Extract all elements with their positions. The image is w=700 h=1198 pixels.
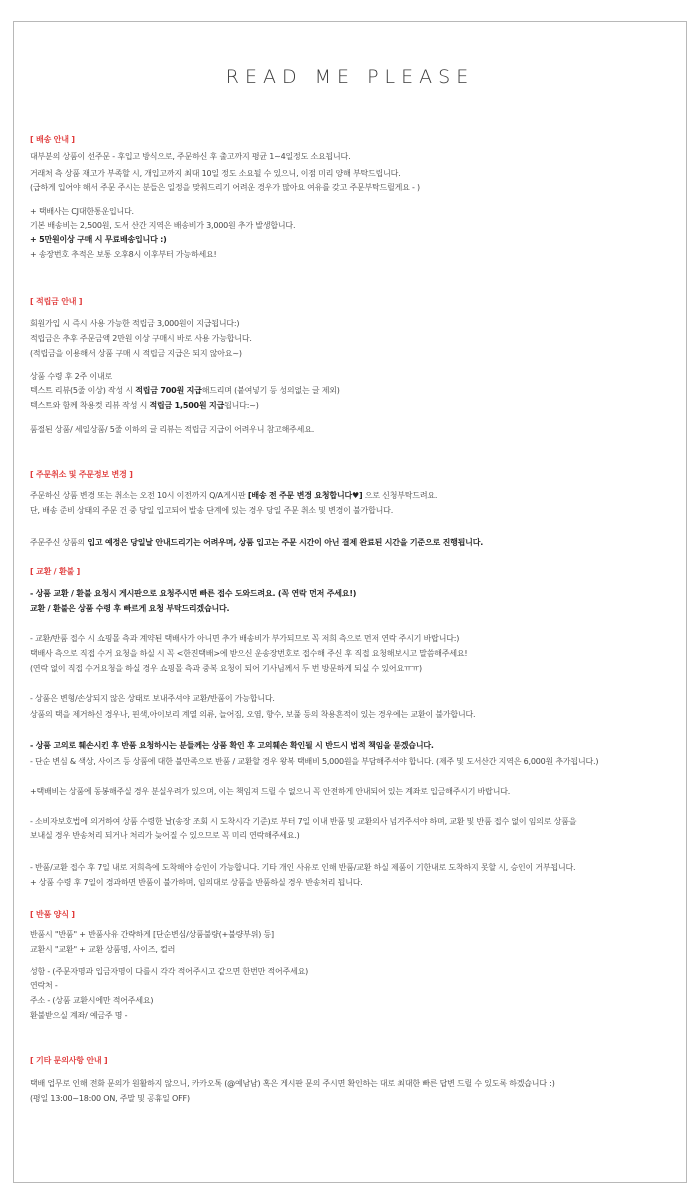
return-format-line: 반품시 "반품" + 반품사유 간략하게 [단순변심/상품불량(+불량부위) 등] bbox=[30, 930, 274, 939]
points-line: 적립금은 추후 주문금액 2만원 이상 구매시 바로 사용 가능합니다. bbox=[30, 334, 252, 343]
exchange-header: [ 교환 / 환불 ] bbox=[30, 567, 81, 576]
exchange-line: - 교환/반품 접수 시 쇼핑몰 측과 계약된 택배사가 아니면 추가 배송비가 부가되므로 꼭 저희 측으로 먼저 연락 주시기 바랍니다:) bbox=[30, 634, 460, 643]
shipping-line: 기본 배송비는 2,500원, 도서 산간 지역은 배송비가 3,000원 추가 발생합니다. bbox=[30, 221, 296, 230]
inquiry-line: 택배 업무로 인해 전화 문의가 원활하지 않으니, 카카오톡 (@예남남) 혹은 게시판 문의 주시면 확인하는 대로 최대한 빠른 답변 드릴 수 있도록 하겠습니다 :) bbox=[30, 1079, 555, 1088]
shipping-line: + 택배사는 CJ대한통운입니다. bbox=[30, 207, 134, 216]
cancel-line: 단, 배송 준비 상태의 주문 건 중 당일 입고되어 발송 단계에 있는 경우 당일 주문 취소 및 변경이 불가합니다. bbox=[30, 506, 394, 515]
return-format-line: 교환시 "교환" + 교환 상품명, 사이즈, 컬러 bbox=[30, 945, 176, 954]
exchange-line: - 상품 고의로 훼손시킨 후 반품 요청하시는 분들께는 상품 확인 후 고의훼손 확인될 시 반드시 법적 책임을 묻겠습니다. bbox=[30, 741, 434, 750]
exchange-line: 택배사 측으로 직접 수거 요청을 하실 시 꼭 <한진택배>에 받으신 운송장번호로 접수해 주신 후 직접 요청해보시고 말씀해주세요! bbox=[30, 649, 468, 658]
points-line: 텍스트 리뷰(5줄 이상) 작성 시 적립금 700원 지급해드리며 (붙여넣기 등 성의없는 글 제외) bbox=[30, 386, 340, 395]
exchange-line: - 소비자보호법에 의거하여 상품 수령한 날(송장 조회 시 도착시각 기준)로 부터 7일 이내 반품 및 교환의사 넘겨주셔야 하며, 교환 및 반품 접수 없이 임의로 상품을 bbox=[30, 817, 577, 826]
exchange-line: +택배비는 상품에 동봉해주실 경우 분실우려가 있으며, 이는 책임져 드릴 수 없으니 꼭 안전하게 안내되어 있는 계좌로 입금해주시기 바랍니다. bbox=[30, 787, 511, 796]
points-line: (적립금을 이용해서 상품 구매 시 적립금 지급은 되지 않아요~) bbox=[30, 349, 242, 358]
inquiry-header: [ 기타 문의사항 안내 ] bbox=[30, 1056, 108, 1065]
points-line: 회원가입 시 즉시 사용 가능한 적립금 3,000원이 지급됩니다:) bbox=[30, 319, 240, 328]
return-format-line: 주소 - (상품 교환시에만 적어주세요) bbox=[30, 996, 154, 1005]
cancel-line: 주문주신 상품의 입고 예정은 당일날 안내드리기는 어려우며, 상품 입고는 주문 시간이 아닌 결제 완료된 시간을 기준으로 진행됩니다. bbox=[30, 538, 484, 547]
exchange-line: - 상품 교환 / 환불 요청시 게시판으로 요청주시면 빠른 접수 도와드려요. (꼭 연락 먼저 주세요!) bbox=[30, 589, 357, 598]
cancel-header: [ 주문취소 및 주문정보 변경 ] bbox=[30, 470, 133, 479]
points-line: 텍스트와 함께 착용컷 리뷰 작성 시 적립금 1,500원 지급됩니다:~) bbox=[30, 401, 259, 410]
points-header: [ 적립금 안내 ] bbox=[30, 297, 83, 306]
exchange-line: - 반품/교환 접수 후 7일 내로 저희측에 도착해야 승인이 가능합니다. 기타 개인 사유로 인해 반품/교환 하실 제품이 기한내로 도착하지 못할 시, 승인이 거부됩니다. bbox=[30, 863, 576, 872]
return-format-line: 환불받으실 계좌/ 예금주 명 - bbox=[30, 1011, 128, 1020]
points-line: 품절된 상품/ 세일상품/ 5줄 이하의 글 리뷰는 적립금 지급이 어려우니 참고해주세요. bbox=[30, 425, 315, 434]
exchange-line: + 상품 수령 후 7일이 경과하면 반품이 불가하며, 임의대로 상품을 반품하실 경우 반송처리 됩니다. bbox=[30, 878, 363, 887]
page-frame bbox=[13, 21, 687, 1183]
shipping-line: (급하게 입어야 해서 주문 주시는 분들은 일정을 맞춰드리기 어려운 경우가 많아요 여유를 갖고 주문부탁드릴게요 - ) bbox=[30, 183, 420, 192]
shipping-line: + 송장번호 추적은 보통 오후8시 이후부터 가능하세요! bbox=[30, 250, 217, 259]
shipping-line: 거래처 측 상품 재고가 부족할 시, 개입고까지 최대 10일 정도 소요될 수 있으니, 이점 미리 양해 부탁드립니다. bbox=[30, 169, 401, 178]
exchange-line: - 상품은 변형/손상되지 않은 상태로 보내주셔야 교환/반품이 가능합니다. bbox=[30, 694, 275, 703]
shipping-line: + 5만원이상 구매 시 무료배송입니다 :) bbox=[30, 235, 167, 244]
exchange-line: 상품의 택을 제거하신 경우나, 핀색,아이보리 계열 의류, 늘어짐, 오염, 향수, 보풀 등의 착용흔적이 있는 경우에는 교환이 불가합니다. bbox=[30, 710, 476, 719]
points-line: 상품 수령 후 2주 이내로 bbox=[30, 372, 113, 381]
exchange-line: 교환 / 환불은 상품 수령 후 빠르게 요청 부탁드리겠습니다. bbox=[30, 604, 230, 613]
return-format-line: 연락처 - bbox=[30, 981, 58, 990]
inquiry-line: (평일 13:00~18:00 ON, 주말 및 공휴일 OFF) bbox=[30, 1094, 190, 1103]
shipping-line: 대부분의 상품이 선주문 - 후입고 방식으로, 주문하신 후 출고까지 평균 1~4일정도 소요됩니다. bbox=[30, 152, 351, 161]
exchange-line: (연락 없이 직접 수거요청을 하실 경우 쇼핑몰 측과 중복 요청이 되어 기사님께서 두 번 방문하게 되실 수 있어요ㅠㅠ) bbox=[30, 664, 422, 673]
return-format-header: [ 반품 양식 ] bbox=[30, 910, 75, 919]
return-format-line: 성함 - (주문자명과 입금자명이 다를시 각각 적어주시고 같으면 한번만 적어주세요) bbox=[30, 967, 309, 976]
cancel-line: 주문하신 상품 변경 또는 취소는 오전 10시 이전까지 Q/A게시판 [배송 전 주문 변경 요청합니다♥] 으로 신청부탁드려요. bbox=[30, 491, 438, 500]
shipping-header: [ 배송 안내 ] bbox=[30, 135, 75, 144]
exchange-line: 보내실 경우 반송처리 되거나 처리가 늦어질 수 있으므로 꼭 미리 연락해주세요.) bbox=[30, 831, 300, 840]
exchange-line: - 단순 변심 & 색상, 사이즈 등 상품에 대한 불만족으로 반품 / 교환할 경우 왕복 택배비 5,000원을 부담해주셔야 합니다. (제주 및 도서산간 지역은 6,000원 추가됩니다.) bbox=[30, 757, 599, 766]
page-title: READ ME PLEASE bbox=[225, 66, 475, 88]
